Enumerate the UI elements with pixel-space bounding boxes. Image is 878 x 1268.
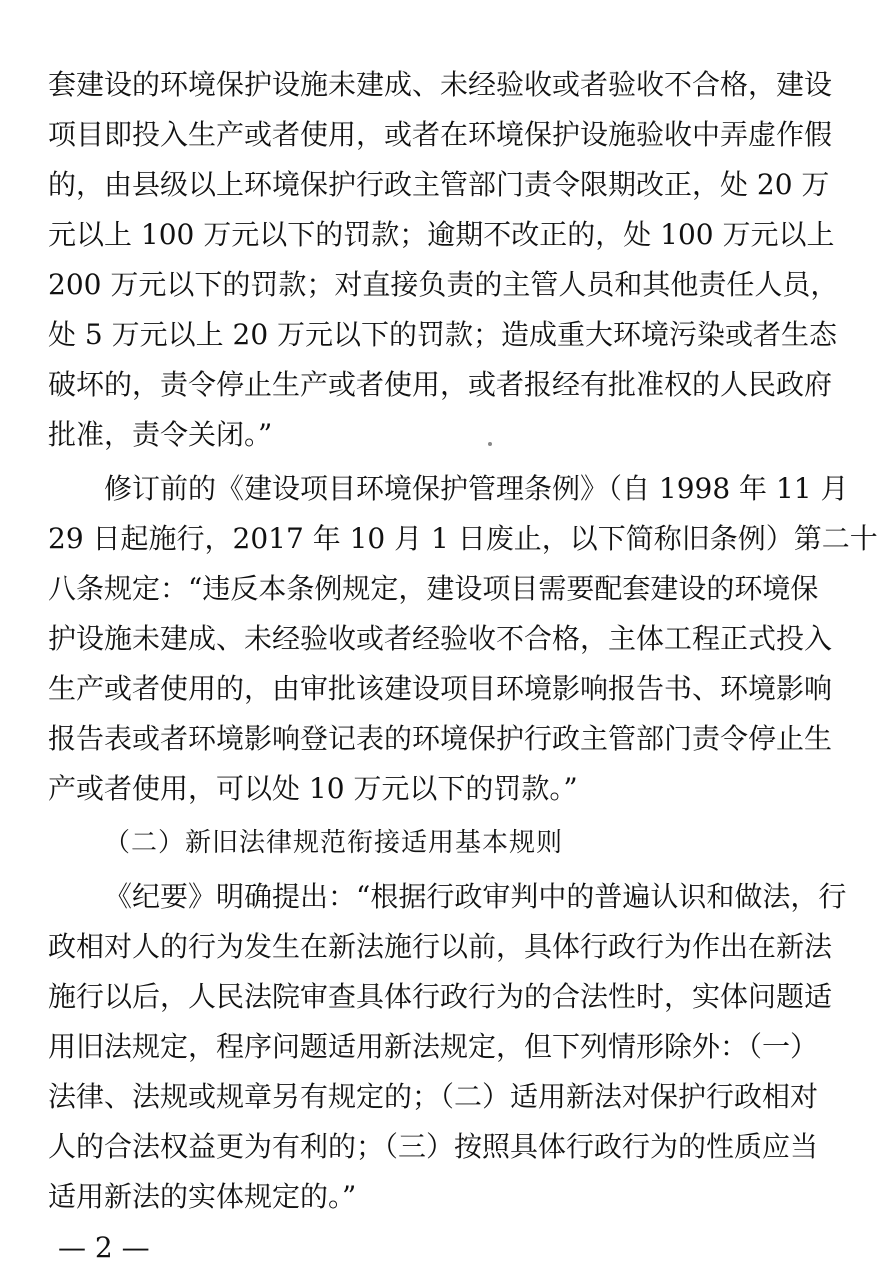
text-line: 法律、法规或规章另有规定的；（二）适用新法对保护行政相对 <box>48 1080 819 1113</box>
section-heading: （二）新旧法律规范衔接适用基本规则 <box>104 828 564 858</box>
page-number: — 2 — <box>58 1231 150 1264</box>
text-line: 29 日起施行，2017 年 10 月 1 日废止，以下简称旧条例）第二十 <box>48 522 878 555</box>
text-line: 200 万元以下的罚款；对直接负责的主管人员和其他责任人员， <box>48 268 839 301</box>
text-line: 政相对人的行为发生在新法施行以前，具体行政行为作出在新法 <box>48 930 833 963</box>
text-line: 报告表或者环境影响登记表的环境保护行政主管部门责令停止生 <box>48 722 833 755</box>
text-line: 修订前的《建设项目环境保护管理条例》（自 1998 年 11 月 <box>104 472 849 505</box>
text-line: 套建设的环境保护设施未建成、未经验收或者验收不合格，建设 <box>48 68 833 101</box>
text-line: 用旧法规定，程序问题适用新法规定，但下列情形除外：（一） <box>48 1030 819 1063</box>
text-line: 《纪要》明确提出：“根据行政审判中的普遍认识和做法，行 <box>104 880 847 913</box>
text-line: 批准，责令关闭。” <box>48 418 273 451</box>
text-line: 元以上 100 万元以下的罚款；逾期不改正的，处 100 万元以上 <box>48 218 835 251</box>
text-line: 护设施未建成、未经验收或者经验收不合格，主体工程正式投入 <box>48 622 833 655</box>
text-line: 破坏的，责令停止生产或者使用，或者报经有批准权的人民政府 <box>48 368 833 401</box>
text-line: 处 5 万元以上 20 万元以下的罚款；造成重大环境污染或者生态 <box>48 318 838 351</box>
text-line: 施行以后，人民法院审查具体行政行为的合法性时，实体问题适 <box>48 980 833 1013</box>
text-line: 产或者使用，可以处 10 万元以下的罚款。” <box>48 772 578 805</box>
text-line: 八条规定：“违反本条例规定，建设项目需要配套建设的环境保 <box>48 572 819 605</box>
text-line: 项目即投入生产或者使用，或者在环境保护设施验收中弄虚作假 <box>48 118 833 151</box>
text-line: 人的合法权益更为有利的；（三）按照具体行政行为的性质应当 <box>48 1130 819 1163</box>
text-line: 适用新法的实体规定的。” <box>48 1180 357 1213</box>
text-line: 生产或者使用的，由审批该建设项目环境影响报告书、环境影响 <box>48 672 833 705</box>
text-line: 的，由县级以上环境保护行政主管部门责令限期改正，处 20 万 <box>48 168 830 201</box>
scan-speck <box>488 442 492 446</box>
